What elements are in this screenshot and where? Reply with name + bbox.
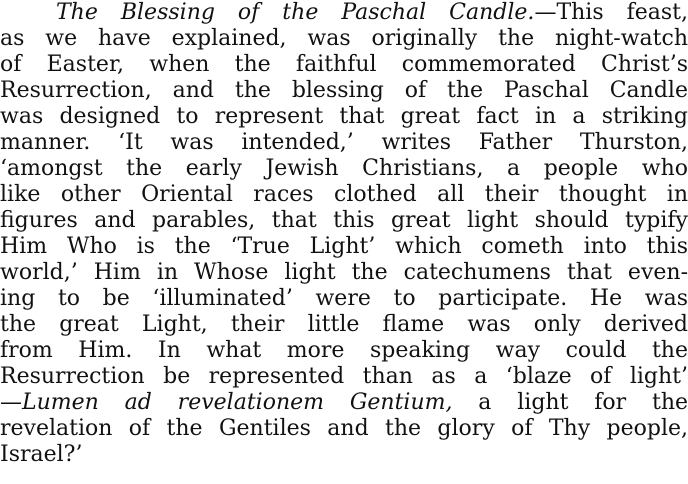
text-line-7: ‘amongst the early Jewish Christians, a people who	[0, 156, 688, 181]
section-heading-italic: The Blessing of the Paschal Candle.	[56, 0, 535, 25]
text-line-3: of Easter, when the faithful commemorated Christ’s	[0, 52, 688, 77]
text-line-10: Him Who is the ‘True Light’ which cometh into this	[0, 234, 688, 259]
text-line-16	[0, 390, 688, 416]
text-line-1-rest: —This feast,	[534, 0, 688, 25]
text-line-6: manner. ‘It was intended,’ writes Father Thurston,	[0, 130, 688, 155]
text-line-15: Resurrection be represented than as a ‘blaze of light’	[0, 364, 688, 389]
text-line-12: ing to be ‘illuminated’ were to participate. He was	[0, 286, 688, 311]
text-line-16-rest: a light for the	[452, 390, 688, 415]
text-line-1	[56, 0, 688, 26]
text-line-14: from Him. In what more speaking way could the	[0, 338, 688, 363]
text-line-8: like other Oriental races clothed all their thought in	[0, 182, 688, 207]
text-line-4: Resurrection, and the blessing of the Paschal Candle	[0, 78, 688, 103]
text-line-11: world,’ Him in Whose light the catechumens that even-	[0, 260, 688, 285]
text-line-17: revelation of the Gentiles and the glory of Thy people,	[0, 416, 688, 441]
text-line-13: the great Light, their little flame was only derived	[0, 312, 688, 337]
text-line-5: was designed to represent that great fact in a striking	[0, 104, 688, 129]
latin-quotation-italic: —Lumen ad revelationem Gentium,	[0, 390, 453, 415]
text-line-9: figures and parables, that this great light should typify	[0, 208, 688, 233]
text-line-2: as we have explained, was originally the night-watch	[0, 26, 688, 51]
text-line-18: Israel?’	[0, 442, 83, 467]
